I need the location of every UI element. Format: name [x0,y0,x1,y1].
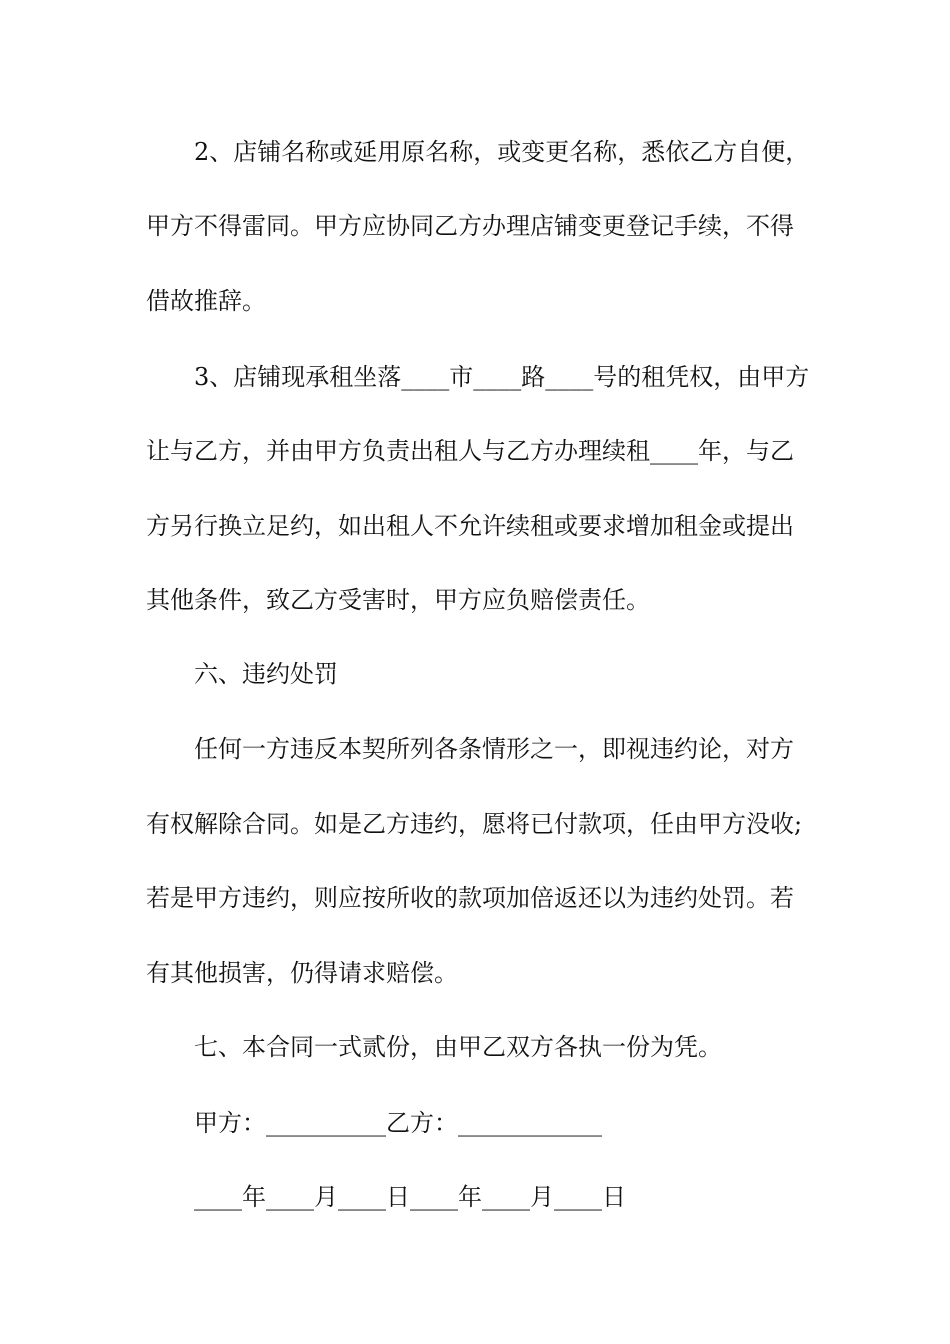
paragraph-2-line-3: 借故推辞。 [146,287,266,315]
breach-line-1: 任何一方违反本契所列各条情形之一，即视违约论，对方 [194,735,794,763]
signature-line: 甲方：__________乙方：____________ [194,1109,602,1137]
paragraph-2-line-2: 甲方不得雷同。甲方应协同乙方办理店铺变更登记手续，不得 [146,212,794,240]
breach-line-3: 若是甲方违约，则应按所收的款项加倍返还以为违约处罚。若 [146,884,794,912]
paragraph-3-line-4: 其他条件，致乙方受害时，甲方应负赔偿责任。 [146,586,650,614]
section-copies: 七、本合同一式贰份，由甲乙双方各执一份为凭。 [194,1033,722,1061]
paragraph-3-line-3: 方另行换立足约，如出租人不允许续租或要求增加租金或提出 [146,512,794,540]
paragraph-3-line-1: 3、店铺现承租坐落____市____路____号的租凭权，由甲方 [194,363,810,391]
section-heading-breach: 六、违约处罚 [194,660,338,688]
date-line: ____年____月____日____年____月____日 [194,1183,626,1211]
paragraph-2-line-1: 2、店铺名称或延用原名称，或变更名称，悉依乙方自便， [194,138,810,166]
breach-line-2: 有权解除合同。如是乙方违约，愿将已付款项，任由甲方没收; [146,810,803,838]
paragraph-3-line-2: 让与乙方，并由甲方负责出租人与乙方办理续租____年，与乙 [146,437,794,465]
breach-line-4: 有其他损害，仍得请求赔偿。 [146,959,458,987]
